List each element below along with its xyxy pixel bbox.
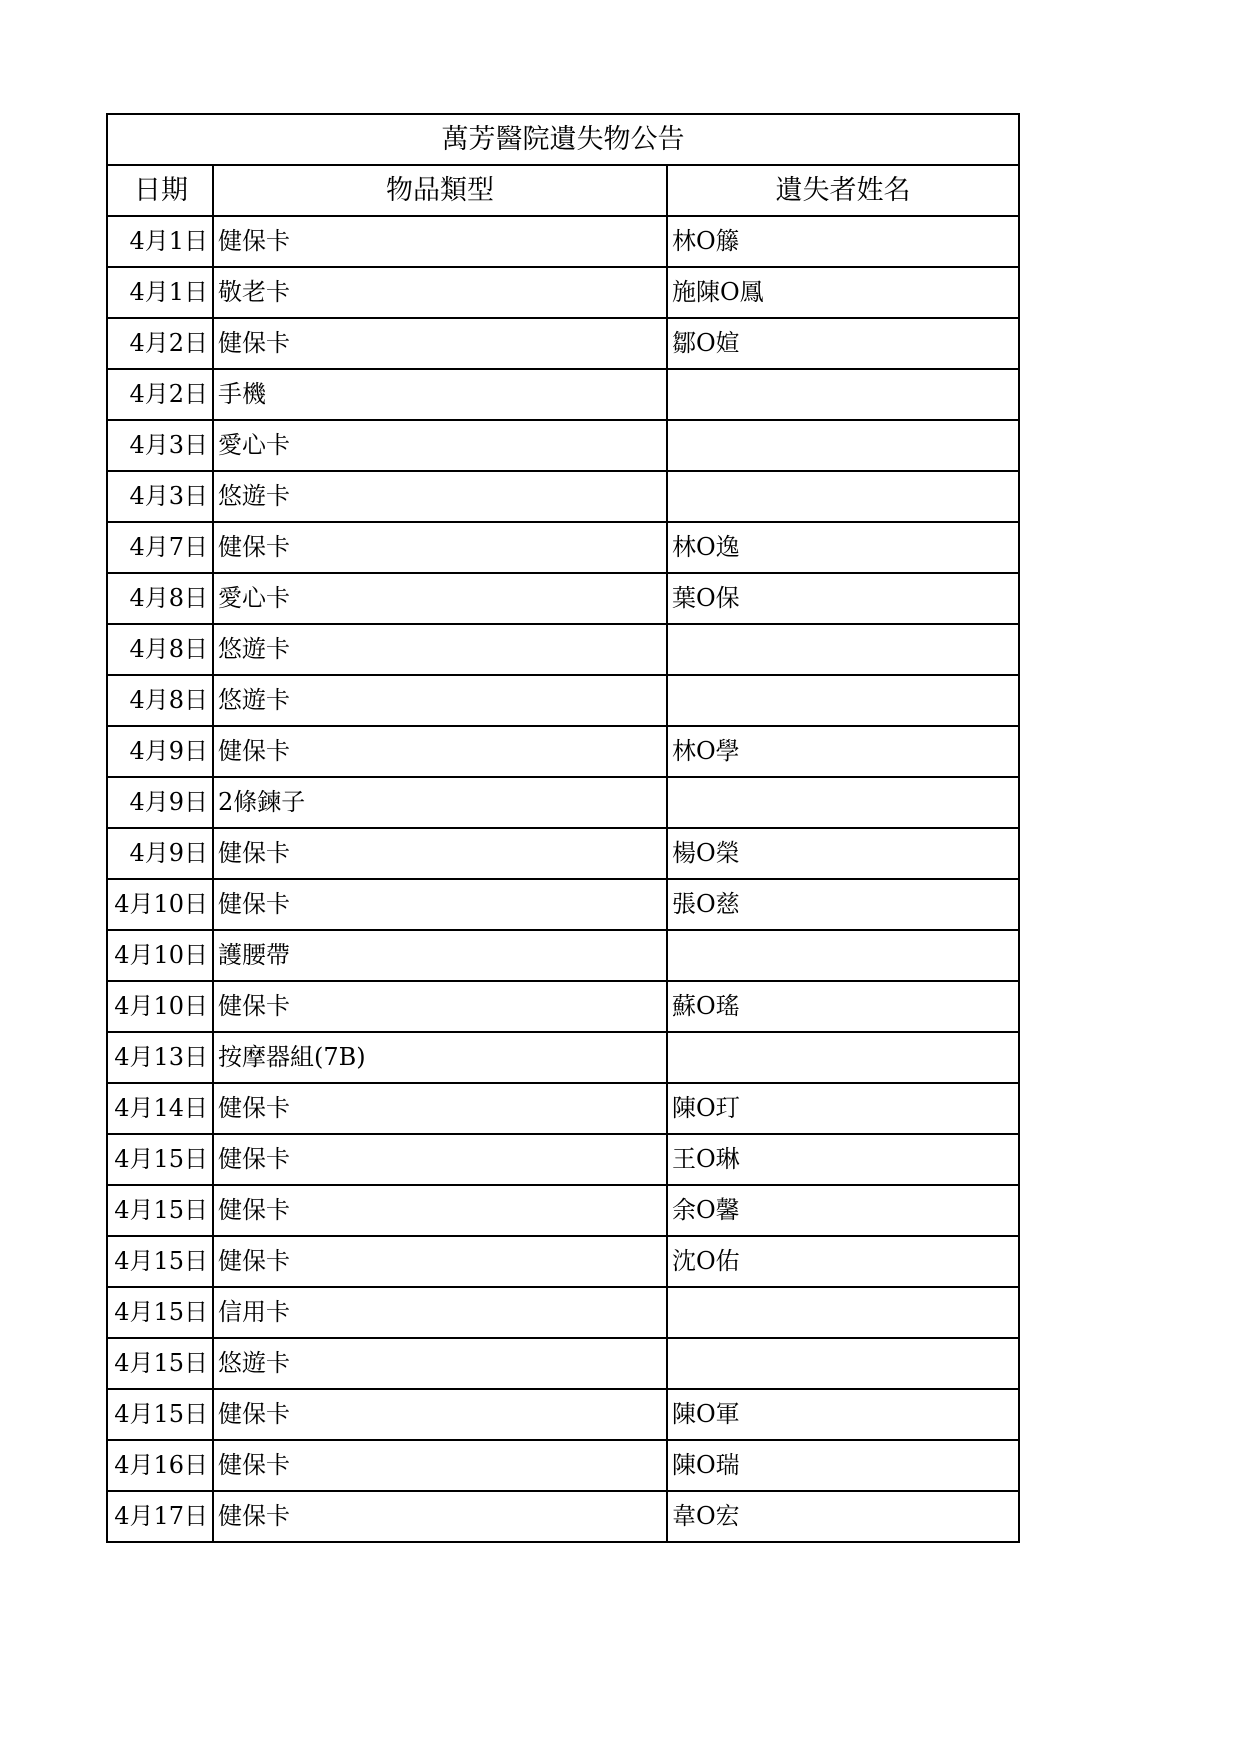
table-row — [107, 1083, 1019, 1134]
item-type-cell: 手機 — [213, 369, 667, 420]
table-row — [107, 216, 1019, 267]
owner-name-cell: 沈O佑 — [667, 1236, 1019, 1287]
item-type-cell: 健保卡 — [213, 879, 667, 930]
header-row — [107, 165, 1019, 216]
owner-name-cell: 陳O軍 — [667, 1389, 1019, 1440]
table-row — [107, 267, 1019, 318]
date-cell: 4月1日 — [107, 267, 213, 318]
item-type-cell: 健保卡 — [213, 1389, 667, 1440]
date-cell: 4月9日 — [107, 777, 213, 828]
date-cell: 4月9日 — [107, 726, 213, 777]
date-cell: 4月8日 — [107, 573, 213, 624]
item-type-cell: 信用卡 — [213, 1287, 667, 1338]
date-cell: 4月13日 — [107, 1032, 213, 1083]
item-type-cell: 2條鍊子 — [213, 777, 667, 828]
item-type-cell: 愛心卡 — [213, 420, 667, 471]
title-row — [107, 114, 1019, 165]
item-type-cell: 悠遊卡 — [213, 471, 667, 522]
date-cell: 4月16日 — [107, 1440, 213, 1491]
date-cell: 4月15日 — [107, 1236, 213, 1287]
table-row — [107, 471, 1019, 522]
owner-name-cell: 王O琳 — [667, 1134, 1019, 1185]
date-cell: 4月10日 — [107, 930, 213, 981]
owner-name-cell: 林O逸 — [667, 522, 1019, 573]
owner-name-cell: 陳O玎 — [667, 1083, 1019, 1134]
owner-name-cell — [667, 624, 1019, 675]
date-cell: 4月8日 — [107, 624, 213, 675]
owner-name-cell — [667, 471, 1019, 522]
item-type-cell: 悠遊卡 — [213, 624, 667, 675]
table-row — [107, 1338, 1019, 1389]
owner-name-cell: 施陳O鳳 — [667, 267, 1019, 318]
date-cell: 4月15日 — [107, 1338, 213, 1389]
lost-items-table — [106, 113, 1020, 1543]
table-row — [107, 879, 1019, 930]
owner-name-cell — [667, 1287, 1019, 1338]
column-header-item-type: 物品類型 — [213, 165, 667, 216]
owner-name-cell: 蘇O瑤 — [667, 981, 1019, 1032]
table-row — [107, 1134, 1019, 1185]
table-row — [107, 573, 1019, 624]
owner-name-cell — [667, 1032, 1019, 1083]
owner-name-cell — [667, 420, 1019, 471]
item-type-cell: 健保卡 — [213, 1491, 667, 1542]
date-cell: 4月3日 — [107, 420, 213, 471]
owner-name-cell — [667, 675, 1019, 726]
date-cell: 4月2日 — [107, 318, 213, 369]
table-row — [107, 726, 1019, 777]
date-cell: 4月15日 — [107, 1287, 213, 1338]
column-header-owner-name: 遺失者姓名 — [667, 165, 1019, 216]
owner-name-cell: 張O慈 — [667, 879, 1019, 930]
item-type-cell: 健保卡 — [213, 828, 667, 879]
item-type-cell: 愛心卡 — [213, 573, 667, 624]
table-row — [107, 828, 1019, 879]
table-row — [107, 369, 1019, 420]
item-type-cell: 健保卡 — [213, 981, 667, 1032]
owner-name-cell: 林O學 — [667, 726, 1019, 777]
item-type-cell: 按摩器組(7B) — [213, 1032, 667, 1083]
item-type-cell: 護腰帶 — [213, 930, 667, 981]
item-type-cell: 健保卡 — [213, 1236, 667, 1287]
date-cell: 4月10日 — [107, 981, 213, 1032]
item-type-cell: 健保卡 — [213, 726, 667, 777]
table-row — [107, 1440, 1019, 1491]
column-header-date: 日期 — [107, 165, 213, 216]
owner-name-cell — [667, 930, 1019, 981]
owner-name-cell: 陳O瑞 — [667, 1440, 1019, 1491]
table-row — [107, 1236, 1019, 1287]
item-type-cell: 健保卡 — [213, 522, 667, 573]
date-cell: 4月3日 — [107, 471, 213, 522]
table-row — [107, 675, 1019, 726]
owner-name-cell: 余O馨 — [667, 1185, 1019, 1236]
date-cell: 4月15日 — [107, 1389, 213, 1440]
owner-name-cell — [667, 777, 1019, 828]
item-type-cell: 健保卡 — [213, 1083, 667, 1134]
table-row — [107, 981, 1019, 1032]
date-cell: 4月10日 — [107, 879, 213, 930]
owner-name-cell: 鄒O媗 — [667, 318, 1019, 369]
owner-name-cell: 韋O宏 — [667, 1491, 1019, 1542]
item-type-cell: 悠遊卡 — [213, 1338, 667, 1389]
date-cell: 4月8日 — [107, 675, 213, 726]
table-row — [107, 318, 1019, 369]
item-type-cell: 健保卡 — [213, 318, 667, 369]
table-row — [107, 1185, 1019, 1236]
table-row — [107, 1491, 1019, 1542]
item-type-cell: 健保卡 — [213, 1440, 667, 1491]
date-cell: 4月2日 — [107, 369, 213, 420]
date-cell: 4月15日 — [107, 1134, 213, 1185]
item-type-cell: 健保卡 — [213, 216, 667, 267]
owner-name-cell: 楊O榮 — [667, 828, 1019, 879]
table-row — [107, 777, 1019, 828]
date-cell: 4月14日 — [107, 1083, 213, 1134]
table-row — [107, 1287, 1019, 1338]
owner-name-cell — [667, 369, 1019, 420]
table-row — [107, 522, 1019, 573]
date-cell: 4月1日 — [107, 216, 213, 267]
date-cell: 4月15日 — [107, 1185, 213, 1236]
owner-name-cell — [667, 1338, 1019, 1389]
item-type-cell: 健保卡 — [213, 1134, 667, 1185]
date-cell: 4月9日 — [107, 828, 213, 879]
table-row — [107, 420, 1019, 471]
item-type-cell: 健保卡 — [213, 1185, 667, 1236]
page-title: 萬芳醫院遺失物公告 — [107, 114, 1019, 165]
item-type-cell: 敬老卡 — [213, 267, 667, 318]
item-type-cell: 悠遊卡 — [213, 675, 667, 726]
table-row — [107, 1032, 1019, 1083]
table-row — [107, 1389, 1019, 1440]
table-row — [107, 624, 1019, 675]
owner-name-cell: 葉O保 — [667, 573, 1019, 624]
date-cell: 4月7日 — [107, 522, 213, 573]
table-row — [107, 930, 1019, 981]
owner-name-cell: 林O籐 — [667, 216, 1019, 267]
date-cell: 4月17日 — [107, 1491, 213, 1542]
